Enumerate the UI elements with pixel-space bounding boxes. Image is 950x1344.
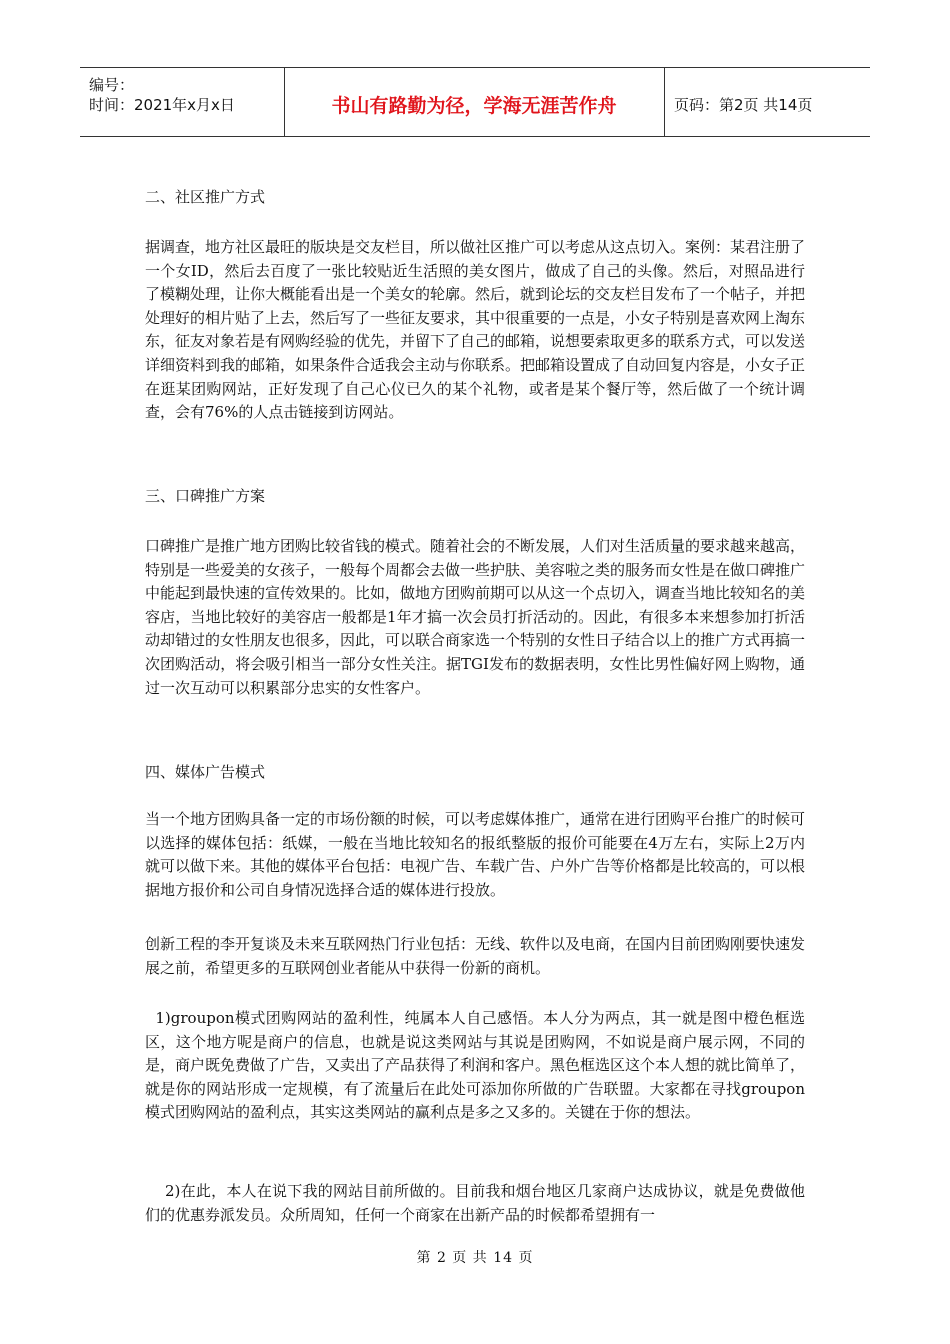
paragraph-groupon-profit: 1)groupon模式团购网站的盈利性，纯属本人自己感悟。本人分为两点，其一就是图中橙色框选区，这个地方呢是商户的信息，也就是说这类网站与其说是团购网，不如说是商户展示网，不同的是，商户既免费做了广告，又卖出了产品获得了利润和客户。黑色框选区这个本人想的就比简单了，就是你的网站形成一定规模，有了流量后在此处可添加你所做的广告联盟。大家都在寻找groupon模式团购网站的盈利点，其实这类网站的赢利点是多之又多的。关键在于你的想法。 (145, 1009, 806, 1122)
page-header (80, 67, 870, 137)
header-page-number: 页码：第2页 共14页 (674, 96, 813, 114)
paragraph-innovation-works: 创新工程的李开复谈及未来互联网热门行业包括：无线、软件以及电商，在国内目前团购刚要快速发展之前，希望更多的互联网创业者能从中获得一份新的商机。 (145, 935, 806, 977)
header-motto-cell (284, 68, 665, 136)
section-heading-community: 二、社区推广方式 (145, 188, 266, 206)
section-heading-media-ads: 四、媒体广告模式 (145, 763, 266, 781)
paragraph-my-website: 2)在此，本人在说下我的网站目前所做的。目前我和烟台地区几家商户达成协议，就是免费做他们的优惠券派发员。众所周知，任何一个商家在出新产品的时候都希望拥有一 (145, 1182, 805, 1224)
page-footer: 第 2 页 共 14 页 (416, 1250, 534, 1266)
document-date-label: 时间：2021年x月x日 (89, 96, 235, 114)
header-meta-cell (80, 68, 285, 136)
paragraph-word-of-mouth: 口碑推广是推广地方团购比较省钱的模式。随着社会的不断发展，人们对生活质量的要求越来越高，特别是一些爱美的女孩子，一般每个周都会去做一些护肤、美容啦之类的服务而女性是在做口碑推广中能起到最快速的宣传效果的。比如，做地方团购前期可以从这一个点切入，调查当地比较知名的美容店，当地比较好的美容店一般都是1年才搞一次会员打折活动的。因此，有很多本来想参加打折活动却错过的女性朋友也很多，因此，可以联合商家选一个特别的女性日子结合以上的推广方式再搞一次团购活动，将会吸引相当一部分女性关注。据TGI发布的数据表明，女性比男性偏好网上购物，通过一次互动可以积累部分忠实的女性客户。 (145, 537, 806, 697)
paragraph-media-ads: 当一个地方团购具备一定的市场份额的时候，可以考虑媒体推广，通常在进行团购平台推广的时候可以选择的媒体包括：纸媒，一般在当地比较知名的报纸整版的报价可能要在4万左右，实际上2万内就可以做下来。其他的媒体平台包括：电视广告、车载广告、户外广告等价格都是比较高的，可以根据地方报价和公司自身情况选择合适的媒体进行投放。 (145, 810, 806, 899)
document-code-label: 编号： (89, 76, 135, 94)
header-motto: 书山有路勤为径，学海无涯苦作舟 (331, 95, 617, 117)
header-page-cell (664, 68, 870, 136)
section-heading-word-of-mouth: 三、口碑推广方案 (145, 487, 266, 505)
paragraph-community: 据调查，地方社区最旺的版块是交友栏目，所以做社区推广可以考虑从这点切入。案例：某君注册了一个女ID，然后去百度了一张比较贴近生活照的美女图片，做成了自己的头像。然后，对照品进行了模糊处理，让你大概能看出是一个美女的轮廓。然后，就到论坛的交友栏目发布了一个帖子，并把处理好的相片贴了上去，然后写了一些征友要求，其中很重要的一点是，小女子特别是喜欢网上淘东东，征友对象若是有网购经验的优先，并留下了自己的邮箱，说想要索取更多的联系方式，可以发送详细资料到我的邮箱，如果条件合适我会主动与你联系。把邮箱设置成了自动回复内容是，小女子正在逛某团购网站，正好发现了自己心仪已久的某个礼物，或者是某个餐厅等，然后做了一个统计调查，会有76%的人点击链接到访网站。 (145, 238, 806, 422)
